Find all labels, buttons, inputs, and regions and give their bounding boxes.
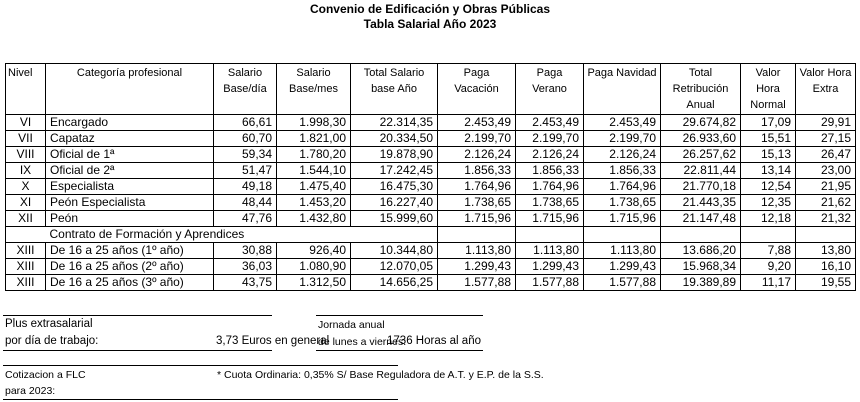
- value-cell: 26.257,62: [661, 147, 741, 163]
- value-cell: 13.686,20: [661, 243, 741, 259]
- page-subtitle: Tabla Salarial Año 2023: [363, 17, 497, 31]
- value-cell: 23,00: [796, 163, 856, 179]
- value-cell: 1.715,96: [584, 211, 661, 227]
- plus-value: 3,73 Euros en general: [216, 335, 330, 347]
- nivel-cell: XII: [6, 211, 46, 227]
- empty-cell: [741, 227, 796, 243]
- value-cell: 15.999,60: [351, 211, 438, 227]
- value-cell: 29.674,82: [661, 115, 741, 131]
- plus-label-2: por día de trabajo:: [5, 335, 99, 347]
- value-cell: 19.878,90: [351, 147, 438, 163]
- value-cell: 1.715,96: [438, 211, 516, 227]
- value-cell: 1.738,65: [516, 195, 584, 211]
- value-cell: 1.577,88: [516, 275, 584, 291]
- value-cell: 15,13: [741, 147, 796, 163]
- value-cell: 14.656,25: [351, 275, 438, 291]
- value-cell: 7,88: [741, 243, 796, 259]
- empty-cell: [796, 227, 856, 243]
- categoria-cell: Encargado: [46, 115, 214, 131]
- column-header: Total Salario base Año: [351, 64, 438, 115]
- value-cell: 43,75: [214, 275, 277, 291]
- value-cell: 15.968,34: [661, 259, 741, 275]
- plus-label-1: Plus extrasalarial: [5, 318, 93, 330]
- table-row: [6, 275, 856, 291]
- empty-cell: [6, 227, 46, 243]
- value-cell: 51,47: [214, 163, 277, 179]
- value-cell: 2.199,70: [438, 131, 516, 147]
- categoria-cell: De 16 a 25 años (3º año): [46, 275, 214, 291]
- nivel-cell: VIII: [6, 147, 46, 163]
- table-row: [6, 259, 856, 275]
- value-cell: 1.113,80: [438, 243, 516, 259]
- jornada-label-2: de lunes a viernes:: [318, 336, 407, 348]
- value-cell: 21.770,18: [661, 179, 741, 195]
- value-cell: 1.544,10: [277, 163, 351, 179]
- flc-label-1: Cotizacion a FLC: [5, 369, 86, 381]
- value-cell: 1.998,30: [277, 115, 351, 131]
- jornada-label-1: Jornada anual: [318, 319, 385, 331]
- value-cell: 13,80: [796, 243, 856, 259]
- value-cell: 1.856,33: [516, 163, 584, 179]
- table-header: [6, 64, 856, 115]
- value-cell: 1.764,96: [584, 179, 661, 195]
- value-cell: 19.389,89: [661, 275, 741, 291]
- value-cell: 21,95: [796, 179, 856, 195]
- value-cell: 10.344,80: [351, 243, 438, 259]
- value-cell: 59,34: [214, 147, 277, 163]
- value-cell: 1.577,88: [438, 275, 516, 291]
- value-cell: 36,03: [214, 259, 277, 275]
- column-header: Total Retribución Anual: [661, 64, 741, 115]
- value-cell: 21,32: [796, 211, 856, 227]
- value-cell: 21.147,48: [661, 211, 741, 227]
- nivel-cell: XI: [6, 195, 46, 211]
- categoria-cell: Especialista: [46, 179, 214, 195]
- value-cell: 26.933,60: [661, 131, 741, 147]
- value-cell: 16.227,40: [351, 195, 438, 211]
- nivel-cell: XIII: [6, 243, 46, 259]
- value-cell: 1.299,43: [438, 259, 516, 275]
- nivel-cell: XIII: [6, 275, 46, 291]
- value-cell: 1.821,00: [277, 131, 351, 147]
- flc-value: * Cuota Ordinaria: 0,35% S/ Base Reguladora de A.T. y E.P. de la S.S.: [217, 369, 544, 381]
- table-row: [6, 179, 856, 195]
- value-cell: 1.080,90: [277, 259, 351, 275]
- value-cell: 20.334,50: [351, 131, 438, 147]
- table-row: [6, 131, 856, 147]
- value-cell: 13,14: [741, 163, 796, 179]
- flc-label-2: para 2023:: [5, 385, 56, 397]
- value-cell: 2.199,70: [584, 131, 661, 147]
- plus-extrasalarial-box: [3, 315, 330, 351]
- value-cell: 21,62: [796, 195, 856, 211]
- categoria-cell: Oficial de 2ª: [46, 163, 214, 179]
- value-cell: 17.242,45: [351, 163, 438, 179]
- value-cell: 1.453,20: [277, 195, 351, 211]
- value-cell: 49,18: [214, 179, 277, 195]
- empty-cell: [661, 227, 741, 243]
- empty-cell: [438, 227, 516, 243]
- categoria-cell: De 16 a 25 años (1º año): [46, 243, 214, 259]
- flc-box: [3, 365, 544, 400]
- value-cell: 1.299,43: [516, 259, 584, 275]
- table-row: [6, 243, 856, 259]
- jornada-box: [316, 315, 483, 351]
- categoria-cell: De 16 a 25 años (2º año): [46, 259, 214, 275]
- value-cell: 26,47: [796, 147, 856, 163]
- value-cell: 1.764,96: [438, 179, 516, 195]
- section-row: [6, 227, 856, 243]
- page-title: Convenio de Edificación y Obras Públicas: [309, 2, 551, 16]
- value-cell: 1.738,65: [584, 195, 661, 211]
- value-cell: 16.475,30: [351, 179, 438, 195]
- table-row: [6, 115, 856, 131]
- value-cell: 12,35: [741, 195, 796, 211]
- table-row: [6, 195, 856, 211]
- value-cell: 12.070,05: [351, 259, 438, 275]
- value-cell: 1.780,20: [277, 147, 351, 163]
- value-cell: 2.453,49: [438, 115, 516, 131]
- value-cell: 1.113,80: [516, 243, 584, 259]
- column-header: Paga Vacación: [438, 64, 516, 115]
- value-cell: 1.299,43: [584, 259, 661, 275]
- empty-cell: [584, 227, 661, 243]
- nivel-cell: IX: [6, 163, 46, 179]
- column-header: Paga Verano: [516, 64, 584, 115]
- nivel-cell: VI: [6, 115, 46, 131]
- column-header: Nivel: [6, 64, 46, 115]
- value-cell: 1.764,96: [516, 179, 584, 195]
- categoria-cell: Peón: [46, 211, 214, 227]
- value-cell: 15,51: [741, 131, 796, 147]
- value-cell: 17,09: [741, 115, 796, 131]
- value-cell: 2.126,24: [584, 147, 661, 163]
- value-cell: 1.856,33: [584, 163, 661, 179]
- value-cell: 66,61: [214, 115, 277, 131]
- value-cell: 12,18: [741, 211, 796, 227]
- table-row: [6, 147, 856, 163]
- table-row: [6, 163, 856, 179]
- value-cell: 1.113,80: [584, 243, 661, 259]
- categoria-cell: Peón Especialista: [46, 195, 214, 211]
- value-cell: 19,55: [796, 275, 856, 291]
- value-cell: 1.312,50: [277, 275, 351, 291]
- value-cell: 9,20: [741, 259, 796, 275]
- value-cell: 1.577,88: [584, 275, 661, 291]
- value-cell: 22.811,44: [661, 163, 741, 179]
- column-header: Salario Base/mes: [277, 64, 351, 115]
- value-cell: 1.432,80: [277, 211, 351, 227]
- section-label: Contrato de Formación y Aprendices: [46, 227, 438, 243]
- table-row: [6, 211, 856, 227]
- value-cell: 11,17: [741, 275, 796, 291]
- column-header: Valor Hora Extra: [796, 64, 856, 115]
- value-cell: 16,10: [796, 259, 856, 275]
- column-header: Paga Navidad: [584, 64, 661, 115]
- value-cell: 2.126,24: [438, 147, 516, 163]
- categoria-cell: Oficial de 1ª: [46, 147, 214, 163]
- value-cell: 2.453,49: [516, 115, 584, 131]
- value-cell: 48,44: [214, 195, 277, 211]
- value-cell: 12,54: [741, 179, 796, 195]
- jornada-value: 1736 Horas al año: [387, 335, 481, 347]
- column-header: Valor Hora Normal: [741, 64, 796, 115]
- salary-table: [5, 63, 856, 291]
- value-cell: 60,70: [214, 131, 277, 147]
- value-cell: 1.738,65: [438, 195, 516, 211]
- value-cell: 22.314,35: [351, 115, 438, 131]
- value-cell: 27,15: [796, 131, 856, 147]
- value-cell: 1.715,96: [516, 211, 584, 227]
- column-header: Categoría profesional: [46, 64, 214, 115]
- value-cell: 2.453,49: [584, 115, 661, 131]
- nivel-cell: X: [6, 179, 46, 195]
- value-cell: 47,76: [214, 211, 277, 227]
- nivel-cell: XIII: [6, 259, 46, 275]
- value-cell: 21.443,35: [661, 195, 741, 211]
- value-cell: 30,88: [214, 243, 277, 259]
- nivel-cell: VII: [6, 131, 46, 147]
- value-cell: 1.475,40: [277, 179, 351, 195]
- value-cell: 1.856,33: [438, 163, 516, 179]
- value-cell: 2.199,70: [516, 131, 584, 147]
- value-cell: 2.126,24: [516, 147, 584, 163]
- categoria-cell: Capataz: [46, 131, 214, 147]
- empty-cell: [516, 227, 584, 243]
- value-cell: 926,40: [277, 243, 351, 259]
- column-header: Salario Base/día: [214, 64, 277, 115]
- value-cell: 29,91: [796, 115, 856, 131]
